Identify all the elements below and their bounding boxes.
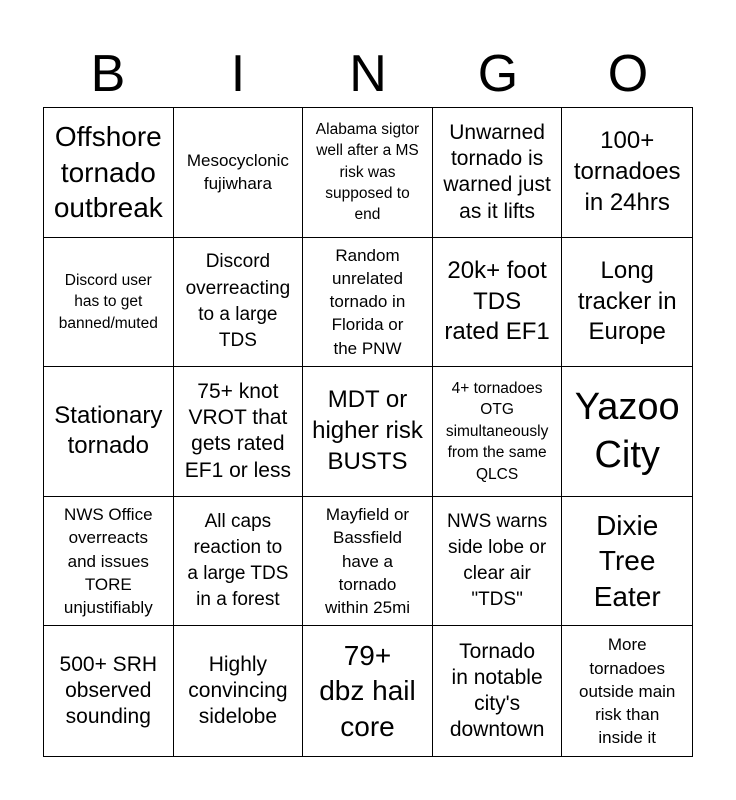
bingo-cell[interactable] (562, 626, 692, 756)
bingo-cell[interactable] (433, 497, 563, 627)
cell-text: Highly convincing sidelobe (188, 652, 288, 729)
cell-text: Unwarned tornado is warned just as it lifts (443, 120, 551, 223)
cell-text: Dixie Tree Eater (593, 509, 661, 612)
bingo-cell[interactable] (433, 367, 563, 497)
bingo-cell[interactable] (44, 238, 174, 368)
cell-text: 20k+ foot TDS rated EF1 (444, 256, 550, 346)
bingo-cell[interactable] (562, 367, 692, 497)
cell-text: 4+ tornadoes OTG simultaneously from the same QLCS (445, 380, 549, 483)
cell-text: Offshore tornado outbreak (53, 120, 163, 224)
header-letter-b: B (90, 45, 126, 103)
cell-text: Mesocyclonic fujiwhara (186, 151, 289, 194)
bingo-board (43, 107, 693, 757)
bingo-cell[interactable] (174, 108, 304, 238)
cell-text: 79+ dbz hail core (319, 639, 416, 742)
cell-text: Discord overreacting to a large TDS (185, 251, 291, 352)
bingo-cell[interactable] (433, 108, 563, 238)
cell-text: Alabama sigtor well after a MS risk was supposed to end (315, 120, 420, 224)
bingo-cell[interactable] (562, 497, 692, 627)
bingo-cell[interactable] (433, 238, 563, 368)
bingo-cell[interactable] (303, 238, 433, 368)
bingo-cell[interactable] (303, 108, 433, 238)
cell-text: Tornado in notable city's downtown (449, 639, 545, 742)
bingo-cell[interactable] (562, 108, 692, 238)
bingo-cell[interactable] (44, 367, 174, 497)
bingo-cell[interactable] (433, 626, 563, 756)
bingo-cell[interactable] (562, 238, 692, 368)
cell-text: Discord user has to get banned/muted (58, 271, 158, 332)
cell-text: Long tracker in Europe (577, 256, 677, 346)
cell-text: Random unrelated tornado in Florida or the PNW (329, 246, 406, 358)
bingo-cell[interactable] (174, 238, 304, 368)
cell-text: More tornadoes outside main risk than inside it (579, 635, 676, 747)
bingo-cell[interactable] (44, 626, 174, 756)
cell-text: NWS warns side lobe or clear air "TDS" (446, 510, 548, 611)
header-letter-g: G (477, 45, 519, 103)
bingo-cell[interactable] (174, 367, 304, 497)
bingo-cell[interactable] (174, 497, 304, 627)
header-letter-n: N (349, 45, 387, 103)
header-letter-i: I (230, 45, 246, 103)
cell-text: MDT or higher risk BUSTS (312, 386, 423, 475)
cell-text: Stationary tornado (54, 401, 163, 460)
cell-text: 75+ knot VROT that gets rated EF1 or less (184, 379, 291, 482)
cell-text: 100+ tornadoes in 24hrs (573, 127, 681, 216)
bingo-cell[interactable] (44, 108, 174, 238)
bingo-cell[interactable] (303, 497, 433, 627)
bingo-header (43, 40, 693, 108)
cell-text: NWS Office overreacts and issues TORE unjustifiably (63, 505, 153, 617)
bingo-cell[interactable] (44, 497, 174, 627)
header-letter-o: O (607, 45, 649, 103)
cell-text: Yazoo City (574, 386, 680, 477)
bingo-cell[interactable] (303, 367, 433, 497)
cell-text: 500+ SRH observed sounding (59, 652, 158, 729)
cell-text: Mayfield or Bassfield have a tornado within 25mi (324, 505, 411, 617)
cell-text: All caps reaction to a large TDS in a forest (187, 510, 289, 611)
bingo-cell[interactable] (303, 626, 433, 756)
bingo-cell[interactable] (174, 626, 304, 756)
